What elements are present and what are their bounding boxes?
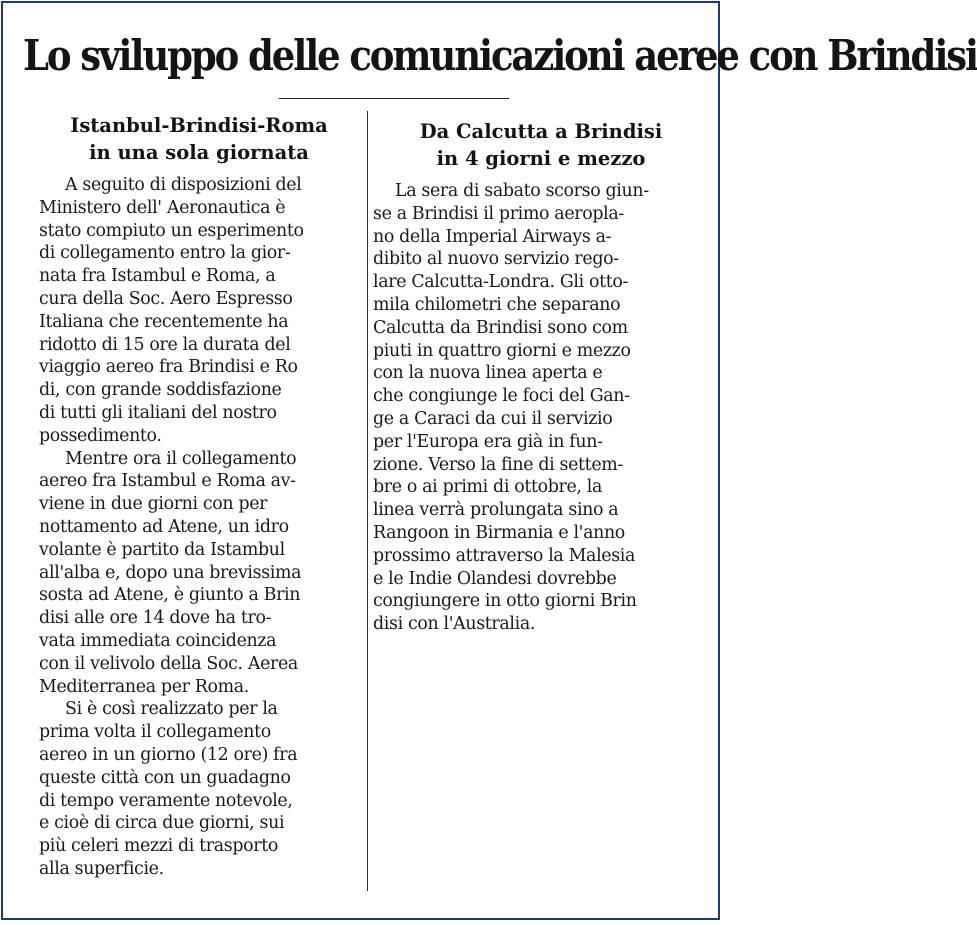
text-line: ridotto di 15 ore la durata del bbox=[39, 334, 291, 355]
text-line: viene in due giorni con per bbox=[39, 494, 268, 515]
text-line: mila chilometri che separano bbox=[373, 294, 621, 315]
text-line: prima volta il collegamento bbox=[39, 722, 271, 743]
text-line: Mediterranea per Roma. bbox=[39, 676, 249, 697]
text-line: disi alle ore 14 dove ha tro- bbox=[39, 608, 272, 629]
text-line: alla superficie. bbox=[39, 858, 164, 879]
text-line: e le Indie Olandesi dovrebbe bbox=[373, 568, 617, 589]
text-line: aereo fra Istambul e Roma av- bbox=[39, 471, 296, 492]
text-line: di tutti gli italiani del nostro bbox=[39, 402, 277, 423]
text-line: disi con l'Australia. bbox=[373, 614, 536, 635]
text-line: Mentre ora il collegamento bbox=[65, 448, 297, 469]
title-line: in una sola giornata bbox=[89, 141, 309, 164]
text-line: viaggio aereo fra Brindisi e Ro bbox=[39, 357, 298, 378]
text-line: nottamento ad Atene, un idro bbox=[39, 516, 289, 537]
text-line: La sera di sabato scorso giun- bbox=[395, 181, 649, 201]
text-line: congiungere in otto giorni Brin bbox=[373, 591, 637, 612]
title-line: Da Calcutta a Brindisi bbox=[419, 120, 663, 143]
left-article-body bbox=[39, 174, 361, 881]
title-line: in 4 giorni e mezzo bbox=[436, 147, 646, 170]
headline: Lo sviluppo delle comunicazioni aeree con Brindisi bbox=[23, 29, 977, 81]
text-line: aereo in un giorno (12 ore) fra bbox=[39, 744, 298, 765]
text-line: se a Brindisi il primo aeropla- bbox=[373, 203, 624, 224]
text-line: linea verrà prolungata sino a bbox=[373, 500, 619, 521]
title-line: Istanbul-Brindisi-Roma bbox=[70, 114, 328, 137]
text-line: con il velivolo della Soc. Aerea bbox=[39, 653, 298, 674]
text-line: all'alba e, dopo una brevissima bbox=[39, 562, 302, 583]
text-line: possedimento. bbox=[39, 425, 162, 446]
text-line: Calcutta da Brindisi sono com bbox=[373, 317, 628, 338]
text-line: prossimo attraverso la Malesia bbox=[373, 545, 636, 566]
text-line: bre o ai primi di ottobre, la bbox=[373, 477, 603, 498]
text-line: per l'Europa era già in fun- bbox=[373, 431, 603, 452]
column-divider bbox=[367, 111, 368, 891]
text-line: piuti in quattro giorni e mezzo bbox=[373, 340, 631, 361]
clipping-frame bbox=[1, 1, 977, 920]
text-line: Ministero dell' Aeronautica è bbox=[39, 197, 286, 218]
text-line: vata immediata coincidenza bbox=[39, 630, 277, 651]
text-line: no della Imperial Airways a- bbox=[373, 226, 612, 247]
text-line: più celeri mezzi di trasporto bbox=[39, 836, 278, 857]
text-line: di collegamento entro la gior- bbox=[39, 243, 291, 264]
right-article-title bbox=[379, 119, 703, 173]
text-line: cura della Soc. Aero Espresso bbox=[39, 288, 293, 309]
left-article-title bbox=[43, 113, 355, 167]
text-line: Rangoon in Birmania e l'anno bbox=[373, 522, 625, 543]
text-line: queste città con un guadagno bbox=[39, 767, 291, 788]
text-line: e cioè di circa due giorni, sui bbox=[39, 813, 285, 834]
text-line: ge a Caraci da cui il servizio bbox=[373, 408, 613, 429]
text-line: con la nuova linea aperta e bbox=[373, 363, 603, 384]
text-line: che congiunge le foci del Gan- bbox=[373, 386, 630, 407]
text-line: di tempo veramente notevole, bbox=[39, 790, 293, 811]
text-line: zione. Verso la fine di settem- bbox=[373, 454, 623, 475]
text-line: lare Calcutta-Londra. Gli otto- bbox=[373, 272, 629, 293]
text-line: volante è partito da Istambul bbox=[39, 539, 285, 560]
text-line: Italiana che recentemente ha bbox=[39, 311, 289, 332]
text-line: Si è così realizzato per la bbox=[65, 699, 278, 720]
text-line: stato compiuto un esperimento bbox=[39, 220, 304, 241]
text-line: sosta ad Atene, è giunto a Brin bbox=[39, 585, 301, 606]
text-line: A seguito di disposizioni del bbox=[65, 175, 302, 195]
text-line: dibito al nuovo servizio rego- bbox=[373, 249, 619, 270]
headline-rule bbox=[279, 98, 509, 99]
text-line: di, con grande soddisfazione bbox=[39, 380, 282, 401]
right-article-body bbox=[373, 180, 707, 636]
text-line: nata fra Istambul e Roma, a bbox=[39, 266, 276, 287]
